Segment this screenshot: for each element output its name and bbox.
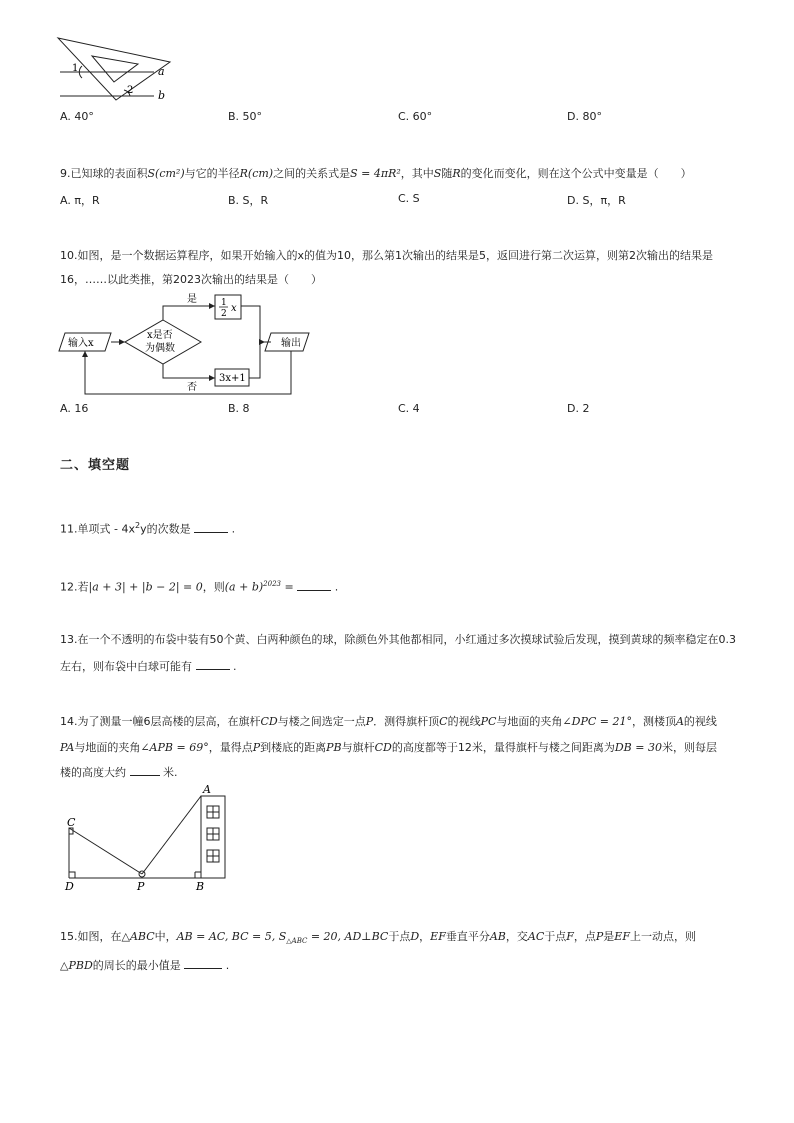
half-variable: x bbox=[231, 303, 237, 314]
q14-stem-line3 bbox=[60, 764, 178, 781]
q9-var-r: R bbox=[452, 167, 461, 180]
q15-math: AC bbox=[527, 930, 545, 943]
q9-text: 随 bbox=[441, 167, 453, 180]
half-numerator: 1 bbox=[221, 298, 227, 308]
q14-text: 14.为了测量一幢6层高楼的层高，在旗杆 bbox=[60, 715, 261, 728]
label-p: P bbox=[137, 880, 145, 892]
output-label: 输出 bbox=[281, 338, 301, 349]
q9-text: ，其中 bbox=[400, 167, 434, 180]
q10-option-a[interactable]: A. 16 bbox=[60, 402, 89, 415]
q15-math: F bbox=[566, 930, 574, 943]
input-label: 输入x bbox=[68, 338, 94, 349]
q9-math-r: R(cm) bbox=[239, 167, 274, 180]
q14-math: C bbox=[439, 715, 448, 728]
q15-math: D bbox=[410, 930, 420, 943]
q14-text: 的高度都等于12米，量得旗杆与楼之间距离为 bbox=[391, 741, 615, 754]
q12-period: . bbox=[334, 580, 339, 594]
condition-diamond bbox=[125, 320, 201, 364]
q10-option-b[interactable]: B. 8 bbox=[228, 402, 250, 415]
q14-text: 米. bbox=[163, 766, 178, 779]
q15-math: AB = AC, BC = 5, S bbox=[176, 930, 287, 943]
q13-answer-blank[interactable] bbox=[196, 658, 230, 670]
q15-math: EF bbox=[614, 930, 630, 943]
q14-stem-line1 bbox=[60, 714, 717, 730]
q9-text: 之间的关系式是 bbox=[273, 167, 351, 180]
q9-option-c[interactable]: C. S bbox=[398, 192, 420, 205]
angle-2-label: 2 bbox=[127, 85, 134, 96]
line-b-label: b bbox=[158, 89, 166, 102]
q14-math: ∠DPC = 21° bbox=[562, 715, 632, 728]
q14-text: 与地面的夹角 bbox=[496, 715, 563, 728]
q14-text: 与地面的夹角 bbox=[74, 741, 141, 754]
q9-text: 9.已知球的表面积 bbox=[60, 167, 148, 180]
q15-text: 上一动点，则 bbox=[629, 930, 696, 943]
q13-text: 左右，则布袋中白球可能有 bbox=[60, 660, 192, 673]
yes-label: 是 bbox=[187, 294, 197, 305]
q14-text: 的视线 bbox=[447, 715, 481, 728]
q14-text: ，测楼顶 bbox=[631, 715, 676, 728]
set-square-inner bbox=[92, 56, 138, 82]
q9-option-b[interactable]: B. S，R bbox=[228, 194, 269, 207]
q13-stem-line1: 13.在一个不透明的布袋中装有50个黄、白两种颜色的球，除颜色外其他都相同，小红通过多次摸球试验后发现，摸到黄球的频率稳定在0.3 bbox=[60, 633, 736, 646]
q14-text: 到楼底的距离 bbox=[260, 741, 327, 754]
angle-1-label: 1 bbox=[72, 63, 79, 74]
q14-math: PC bbox=[480, 715, 497, 728]
q8-figure bbox=[52, 34, 182, 106]
q9-option-d[interactable]: D. S，π，R bbox=[567, 194, 626, 207]
q15-stem-line2 bbox=[60, 957, 229, 974]
q12-stem bbox=[60, 576, 338, 596]
q14-math: ∠APB = 69° bbox=[140, 741, 209, 754]
q15-text: ，点 bbox=[573, 930, 596, 943]
q10-option-d[interactable]: D. 2 bbox=[567, 402, 590, 415]
q12-exponent: 2023 bbox=[263, 580, 281, 588]
q14-math: P bbox=[365, 715, 374, 728]
q15-math: AB bbox=[489, 930, 506, 943]
q8-option-b[interactable]: B. 50° bbox=[228, 110, 263, 123]
q15-stem-line1 bbox=[60, 929, 696, 949]
q14-math: A bbox=[675, 715, 684, 728]
q14-text: 米，则每层 bbox=[661, 741, 717, 754]
q15-text: 垂直平分 bbox=[445, 930, 490, 943]
q8-option-a[interactable]: A. 40° bbox=[60, 110, 94, 123]
q14-text: ，量得点 bbox=[208, 741, 253, 754]
q9-text: 与它的半径 bbox=[184, 167, 240, 180]
q15-math: △ABC bbox=[121, 930, 155, 943]
q9-var-s: S bbox=[433, 167, 442, 180]
q15-period: . bbox=[225, 959, 230, 972]
q10-stem-line2: 16，……以此类推，第2023次输出的结果是（ ） bbox=[60, 273, 322, 286]
q14-text: ．测得旗杆顶 bbox=[373, 715, 440, 728]
q15-math: EF bbox=[430, 930, 446, 943]
q14-text: 与楼之间选定一点 bbox=[277, 715, 366, 728]
q12-text: 12.若 bbox=[60, 580, 89, 594]
q14-math: DB = 30 bbox=[614, 741, 662, 754]
q11-text: y bbox=[140, 522, 147, 536]
q14-answer-blank[interactable] bbox=[130, 764, 160, 776]
q15-subscript: △ABC bbox=[286, 937, 308, 946]
q9-stem bbox=[60, 166, 692, 182]
q11-stem bbox=[60, 518, 235, 538]
q11-answer-blank[interactable] bbox=[194, 521, 228, 533]
q14-text: 与旗杆 bbox=[341, 741, 375, 754]
q12-answer-blank[interactable] bbox=[297, 579, 331, 591]
label-a: A bbox=[203, 783, 211, 796]
q15-math: = 20, AD⊥BC bbox=[307, 930, 389, 943]
q10-flowchart bbox=[55, 290, 315, 398]
q14-math: PA bbox=[60, 741, 75, 754]
condition-label-1: x是否 bbox=[147, 330, 173, 341]
sight-line-pc bbox=[69, 828, 142, 874]
q14-math: CD bbox=[260, 715, 278, 728]
q14-stem-line2 bbox=[60, 740, 717, 756]
q9-formula: S = 4πR² bbox=[350, 167, 401, 180]
q9-math-s: S(cm²) bbox=[147, 167, 185, 180]
label-d: D bbox=[65, 880, 74, 892]
q8-option-c[interactable]: C. 60° bbox=[398, 110, 433, 123]
condition-label-2: 为偶数 bbox=[145, 343, 175, 354]
q14-math: PB bbox=[326, 741, 342, 754]
q9-text: 的变化而变化，则在这个公式中变量是（ ） bbox=[460, 167, 692, 180]
q15-answer-blank[interactable] bbox=[184, 957, 222, 969]
q15-text: ， bbox=[419, 930, 431, 943]
q14-text: 楼的高度大约 bbox=[60, 766, 126, 779]
q15-math: △PBD bbox=[60, 959, 93, 972]
q12-equals: = bbox=[281, 580, 298, 594]
q13-stem-line2 bbox=[60, 658, 237, 675]
q10-stem-line1: 10.如图，是一个数据运算程序，如果开始输入的x的值为10，那么第1次输出的结果是5，返回进行第二次运算，则第2次输出的结果是 bbox=[60, 249, 713, 262]
q14-text: 的视线 bbox=[683, 715, 717, 728]
q15-text: ，交 bbox=[505, 930, 528, 943]
q15-text: 的周长的最小值是 bbox=[92, 959, 181, 972]
q15-text: 是 bbox=[603, 930, 615, 943]
q15-text: 于点 bbox=[544, 930, 567, 943]
label-c: C bbox=[67, 816, 76, 829]
q11-exponent: 2 bbox=[134, 521, 141, 530]
q14-math: CD bbox=[374, 741, 392, 754]
half-denominator: 2 bbox=[221, 309, 227, 319]
q10-option-c[interactable]: C. 4 bbox=[398, 402, 420, 415]
triple-label: 3x+1 bbox=[219, 373, 246, 384]
q15-text: 15.如图，在 bbox=[60, 930, 122, 943]
q14-math: P bbox=[252, 741, 261, 754]
q12-condition: |a + 3| + |b − 2| = 0 bbox=[88, 580, 203, 594]
q9-option-a[interactable]: A. π，R bbox=[60, 194, 100, 207]
label-b: B bbox=[196, 880, 205, 892]
q13-period: . bbox=[233, 660, 237, 673]
section-title: 二、填空题 bbox=[60, 458, 131, 473]
q12-text: ，则 bbox=[202, 580, 225, 594]
q15-text: 中， bbox=[154, 930, 177, 943]
sight-line-pa bbox=[142, 796, 201, 874]
q11-period: . bbox=[231, 522, 236, 536]
q8-option-d[interactable]: D. 80° bbox=[567, 110, 602, 123]
no-label: 否 bbox=[187, 382, 197, 393]
q11-text: 11.单项式 - 4x bbox=[60, 522, 135, 536]
q11-text: 的次数是 bbox=[146, 522, 191, 536]
q14-figure bbox=[55, 780, 235, 892]
q15-math: P bbox=[595, 930, 604, 943]
q12-expression: (a + b) bbox=[224, 580, 264, 594]
q15-text: 于点 bbox=[388, 930, 411, 943]
line-a-label: a bbox=[158, 65, 165, 78]
